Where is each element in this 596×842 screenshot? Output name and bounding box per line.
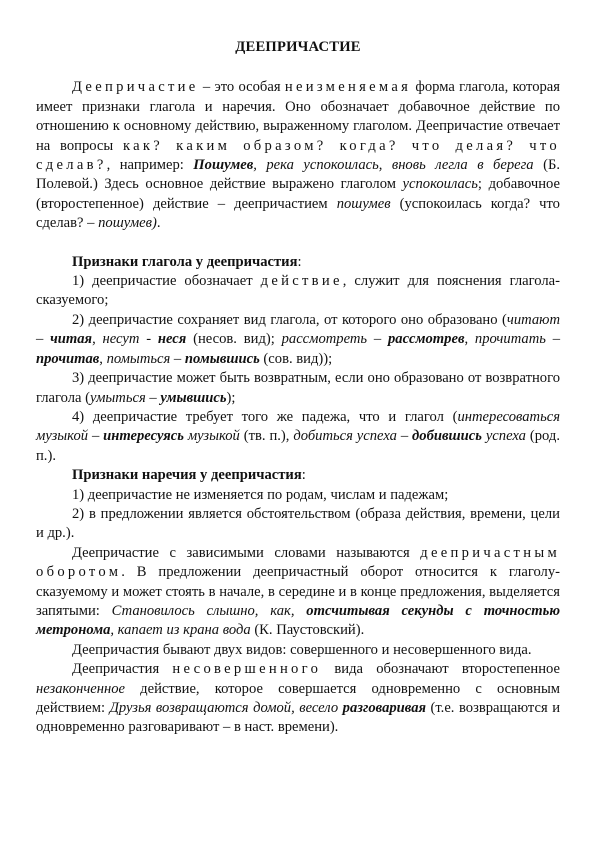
text-run: , капает из крана вода: [110, 622, 251, 639]
text-run: прочитать: [474, 331, 546, 348]
text-run: неся: [157, 331, 187, 348]
text-run: );: [226, 389, 236, 406]
text-run: (тв. п.),: [239, 428, 294, 445]
text-run: –: [396, 428, 413, 445]
verb-feature-item-3: [36, 369, 560, 408]
text-run: как? каким образом? когда? что делая? что сделав?: [36, 137, 560, 174]
text-run: вида обозначают второстепенное: [321, 661, 560, 678]
text-run: (К. Паустовский).: [250, 622, 365, 639]
text-run: –: [88, 428, 104, 445]
imperfective-paragraph: [36, 660, 560, 738]
text-run: (Б. Полевой.) Здесь основное действие выражено глаголом: [36, 157, 560, 193]
text-run: умыться: [90, 389, 146, 406]
text-run: . В предложении деепричастный оборот относится к глаголу-сказуемому и может стоять в начале, в середине и в конце предложения, выделяется запятыми:: [36, 564, 560, 619]
text-run: (сов. вид));: [259, 350, 333, 367]
text-run: –: [145, 389, 161, 406]
text-run: – это особая: [198, 79, 285, 96]
adverb-feature-item-1: [36, 486, 560, 505]
text-run: Деепричастия: [72, 661, 173, 678]
text-run: прочитав: [36, 350, 100, 367]
text-run: ,: [92, 331, 103, 348]
text-run: интересоваться музыкой: [36, 408, 560, 445]
text-run: действие, которое совершается одновременно с основным действием:: [36, 680, 560, 716]
text-run: Пошумев: [193, 157, 254, 174]
verb-feature-item-4: [36, 408, 560, 466]
text-run: ,: [99, 350, 107, 367]
page-title: ДЕЕПРИЧАСТИЕ: [235, 39, 361, 55]
text-run: действие: [260, 273, 343, 290]
text-run: несут: [102, 331, 140, 348]
text-run: пошумев: [336, 195, 391, 212]
text-run: неизменяемая: [284, 79, 412, 96]
paragraph-gap: [36, 234, 560, 253]
intro-paragraph: [36, 78, 560, 233]
adverb-features-heading: [36, 466, 560, 485]
text-run: , река успокоилась, вновь легла в берега: [253, 157, 534, 174]
text-run: , например:: [106, 157, 194, 174]
verb-feature-item-1: [36, 272, 560, 311]
text-run: Становилось слышно, как,: [111, 602, 307, 619]
adverb-feature-item-2: [36, 505, 560, 544]
text-run: Деепричастие: [72, 79, 199, 96]
text-run: 2) в предложении является обстоятельством (образа действия, времени, цели и др.).: [36, 505, 560, 542]
verb-feature-item-2: [36, 311, 560, 369]
text-run: помывшись: [184, 350, 260, 367]
text-run: успокоилась: [402, 176, 478, 193]
text-run: .: [156, 215, 161, 232]
text-run: деепричастным оборотом: [36, 544, 560, 581]
text-run: –: [545, 331, 560, 348]
text-run: 3) деепричастие может быть возвратным, если оно образовано от возвратного глагола (: [36, 370, 560, 406]
text-run: рассмотрев: [387, 331, 465, 348]
text-run: ; добавочное (второстепенное) действие – деепричастием: [36, 176, 561, 212]
text-run: читают: [506, 311, 560, 328]
text-run: 2) деепричастие сохраняет вид глагола, от которого оно образовано (: [72, 311, 507, 328]
text-run: читая: [50, 331, 93, 348]
text-run: ,: [464, 331, 475, 348]
text-run: добившись: [412, 428, 482, 445]
text-run: –: [367, 331, 388, 348]
text-run: Друзья возвращаются домой, весело: [109, 700, 343, 716]
verb-features-heading: [36, 253, 560, 272]
text-run: помыться: [106, 350, 171, 367]
text-run: успеха: [485, 428, 526, 445]
kinds-paragraph: [36, 641, 560, 660]
text-run: (род. п.).: [36, 428, 560, 464]
text-run: Деепричастия бывают двух видов: совершенного и несовершенного вида.: [72, 641, 532, 658]
text-run: Деепричастие с зависимыми словами называются: [72, 544, 421, 561]
text-run: интересуясь: [103, 428, 184, 445]
text-run: музыкой: [187, 428, 240, 445]
text-run: (несов. вид);: [186, 331, 282, 348]
text-run: (т.е. возвращаются и одновременно разговаривают – в наст. времени).: [36, 700, 561, 736]
text-run: -: [139, 331, 158, 348]
text-run: 1) деепричастие не изменяется по родам, числам и падежам;: [72, 486, 449, 503]
text-run: –: [170, 350, 185, 367]
text-run: рассмотреть: [281, 331, 368, 348]
text-run: 4) деепричастие требует того же падежа, что и глагол (: [72, 408, 458, 425]
text-run: умывшись: [160, 389, 227, 406]
text-run: разговаривая: [342, 700, 427, 716]
text-run: несовершенного: [172, 661, 322, 678]
text-run: (успокоилась когда? что сделав? –: [36, 195, 560, 232]
text-run: :: [301, 467, 306, 484]
text-run: форма глагола, которая имеет признаки глагола и наречия. Оно обозначает добавочное действие по отношению к основному действию, выраженному глаголом. Деепричастие отвечает на вопросы: [36, 79, 560, 154]
text-run: , служит для пояснения глагола-сказуемого;: [36, 273, 560, 309]
text-run: добиться успеха: [293, 428, 397, 445]
text-run: незаконченное: [36, 680, 126, 697]
text-run: :: [297, 253, 302, 270]
text-run: 1) деепричастие обозначает: [72, 273, 261, 290]
text-run: –: [36, 331, 51, 348]
text-run: Признаки наречия у деепричастия: [72, 467, 302, 484]
participial-turnover-paragraph: [36, 544, 560, 641]
text-run: Признаки глагола у деепричастия: [72, 253, 298, 270]
text-run: пошумев): [98, 215, 157, 232]
text-run: отсчитывая секунды с точностью метронома: [36, 602, 560, 639]
